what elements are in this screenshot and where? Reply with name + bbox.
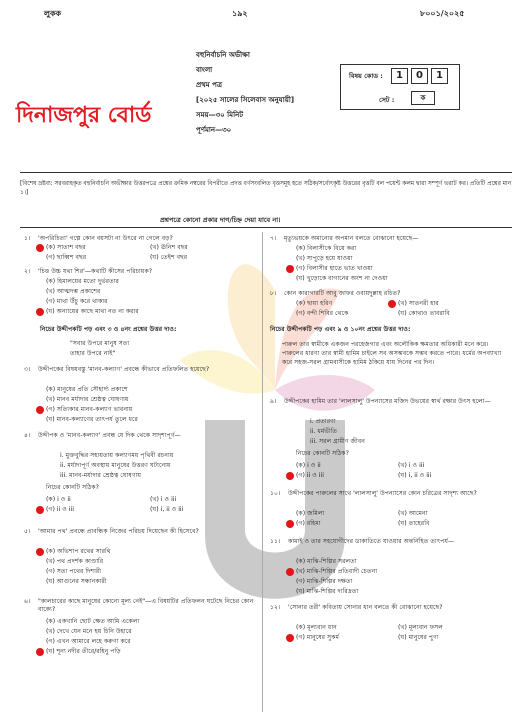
answer-mark xyxy=(36,506,44,514)
question-8: ৮। কোন কারাগারটি আবু জাফর ওবায়দুল্লাহ রচিত? xyxy=(270,290,401,297)
set-value: ক xyxy=(411,91,435,105)
option-d: (ঘ) i, ii ও iii xyxy=(150,506,184,513)
option-d: (ঘ) খুড়োকে বাগানের অংশ না দেওয়া xyxy=(296,275,388,282)
option-a: (ক) মূল্যবান ধান xyxy=(296,624,337,631)
question-9: ৯। উদ্দীপকের হামিম তার 'লালসালু' উপন্যাসের মজিদ উভয়ের স্বার্থ রক্ষার উৎস হলো— xyxy=(270,398,491,405)
option-b: (খ) পথ প্রদর্শক কাণ্ডারি xyxy=(46,558,104,565)
code-digit: 1 xyxy=(431,68,448,84)
question-10: ১০। উদ্দীপকের পারুলের সাথে 'লালসালু' উপন্যাসের কোন চরিত্রের সাদৃশ্য আছে? xyxy=(270,490,477,497)
option-a: (ক) জমিলা xyxy=(296,510,325,517)
statement-iii: iii. সরল গ্রামীণ জীবন xyxy=(310,438,365,445)
option-c: (গ) রহিমা xyxy=(296,520,321,527)
question-1: ১। 'অপরিচিতা' গল্পে কোন বয়সটা না উৎরে না গেলে বড়? xyxy=(24,235,173,242)
option-b: (খ) ঊনিশ বছর xyxy=(150,244,188,251)
statement-ii: ii. মর্যাদাপূর্ণ অবস্থায় মানুষের উত্তরণ ঘটানোয় xyxy=(60,462,171,469)
question-12: ১২। 'সোনার তরী' কবিতায় সোনার ধান বলতে কী বোঝানো হয়েছে? xyxy=(270,604,443,611)
instruction-text: [বিশেষ দ্রষ্টব্য: সরবরাহকৃত বহুনির্বাচনি অভীক্ষার উত্তরপত্রে প্রশ্নের ক্রমিক নম্বরের বিপরীতে প্রদত্ত বর্ণসংবলিত বৃত্তসমূহ হতে সঠিক/সর্বোৎকৃষ্ট উত্তরের বৃত্তটি বল পয়েন্ট কলম দ্বারা সম্পূর্ণ ভরাট কর। প্রতিটি প্রশ্নের মান ১।] xyxy=(20,181,512,196)
option-d: (ঘ) মাঝি-শিল্পির দারিদ্রতা xyxy=(296,588,359,595)
answer-mark xyxy=(286,634,294,642)
option-b: (খ) সাপুড়ে হয়ে যাওয়া xyxy=(296,255,353,262)
option-c: (গ) ii ও iii xyxy=(296,472,324,479)
answer-mark xyxy=(36,244,44,252)
option-b: (খ) সাতনরী হার xyxy=(398,300,439,307)
question-2: ২। 'চিত্ত উচ্চ যথা শির'—কথাটি কীসের পরিচায়ক? xyxy=(24,268,153,275)
option-b: (খ) আমেনা xyxy=(398,510,428,517)
option-a: (ক) একখানি ছোট ক্ষেত আমি একেলা xyxy=(46,618,140,625)
statement-ii: ii. ধর্মভীতি xyxy=(310,428,338,435)
answer-mark xyxy=(286,520,294,528)
answer-mark xyxy=(286,472,294,480)
stimulus-paragraph: পারুল তার স্বামীকে একজন পরহেজগার এবং অলৌকিক ক্ষমতার অধিকারী মনে করে। পারুলের ধারণা তার স্বামী হামিম চাইলে সব অসম্ভবকে সম্ভব করতে পারে। ধর্মের অপব্যাখ্যা করে সহজ-সরল গ্রামবাসীকে হামিম ঠকিয়ে যায় দিনের পর দিন। xyxy=(282,341,502,366)
option-b: (খ) দেখে যেন মনে হয় চিনি উহারে xyxy=(46,628,132,635)
option-c: (গ) এখন আমারে লহে করুণা করে xyxy=(46,638,131,645)
option-c: (গ) বন্দী শিবির থেকে xyxy=(296,310,349,317)
option-a: (ক) মানুষের প্রতি সৌহার্দ্য প্রকাশে xyxy=(46,386,128,393)
question-6: ৬। "কালচারের কাছে মানুষের কোনো মূল্য নেই"—এ বিষয়টির প্রতিফলন ঘটেছে নিচের কোন বাক্যে? xyxy=(24,598,254,613)
option-a: (ক) সাতাশ বছর xyxy=(46,244,86,251)
option-c: (গ) সত্য পথের দিশারী xyxy=(46,568,102,575)
no-mark-notice: প্রশ্নপত্রে কোনো প্রকার দাগ/চিহ্ন দেয়া যাবে না। xyxy=(160,216,281,224)
stimulus-quote: তাহার উপরে নাই" xyxy=(70,350,116,357)
choice-prompt: নিচের কোনটি সঠিক? xyxy=(296,450,349,457)
option-a: (ক) বিলাসীকে বিয়ে করা xyxy=(296,245,357,252)
option-d: (ঘ) কোথাও তাবরাবি xyxy=(398,310,450,317)
option-d: (ঘ) তেইশ বছর xyxy=(150,254,188,261)
question-4: ৪। উদ্দীপক ও 'মানব-কল্যাণ' প্রবন্ধ যে দিক থেকে সাদৃশ্যপূর্ণ— xyxy=(24,432,181,439)
divider xyxy=(20,227,512,228)
exam-time: সময়—৩০ মিনিট xyxy=(196,111,244,119)
board-name: দিনাজপুর বোর্ড xyxy=(16,103,152,128)
set-label: সেট : xyxy=(379,96,395,104)
answer-mark xyxy=(36,548,44,556)
answer-mark xyxy=(36,308,44,316)
option-c: (গ) বিলাসীর হাতে ভাত খাওয়া xyxy=(296,265,373,272)
code-digit: 0 xyxy=(411,68,428,84)
statement-i: i. প্রতারণা xyxy=(310,418,336,425)
stimulus-heading: নিচের উদ্দীপকটি পড় এবং ৩ ও ৪নং প্রশ্নের উত্তর দাও: xyxy=(40,326,177,333)
option-c: (গ) মাথা উঁচু করে থাকার xyxy=(46,298,108,305)
subject-code-label: বিষয় কোড : xyxy=(349,72,383,80)
option-b: (খ) মানব মর্যাদার শ্রেষ্ঠত্ব ঘোষণায় xyxy=(46,396,129,403)
option-c: (গ) ii ও iii xyxy=(46,506,74,513)
option-d: (ঘ) মানব-কল্যাণের তাৎপর্য তুলে ধরে xyxy=(46,416,138,423)
option-a: (ক) হিমালয়ের মতো দুর্ভরতার xyxy=(46,278,119,285)
divider xyxy=(20,172,512,173)
option-a: (ক) i ও ii xyxy=(46,496,71,503)
option-d: (ঘ) শূন্য নদীর তীরে/রহিনু পড়ি xyxy=(46,648,121,655)
subject-code-box xyxy=(340,64,460,110)
question-3: ৩। উদ্দীপকের বিষয়বস্তু 'মানব-কল্যাণ' প্রবন্ধে কীভাবে প্রতিফলিত হয়েছে? xyxy=(24,366,210,373)
stimulus-heading: নিচের উদ্দীপকটি পড় এবং ৯ ও ১০নং প্রশ্নের উত্তর দাও: xyxy=(270,326,411,333)
subject-type: বহুনির্বাচনি অভীক্ষা xyxy=(196,51,250,59)
page-number: ১৯২ xyxy=(232,9,248,18)
option-b: (খ) i ও iii xyxy=(150,496,177,503)
subject-name: বাংলা xyxy=(196,66,213,74)
choice-prompt: নিচের কোনটি সঠিক? xyxy=(46,484,99,491)
question-11: ১১। কামাই ও তার সহযোগীদের ডাকাতিতে যাওয়ার অন্তর্নিহিত তাৎপর্য— xyxy=(270,538,455,545)
option-a: (ক) ছায়া হরিণ xyxy=(296,300,333,307)
option-b: (খ) মূল্যবান ফসল xyxy=(398,624,443,631)
option-a: (ক) অভিশাপ রথের সারথি xyxy=(46,548,111,555)
answer-mark xyxy=(36,406,44,414)
answer-mark xyxy=(286,568,294,576)
option-c: (গ) সত্যিকার মানব-কল্যাণ ভাবনায় xyxy=(46,406,133,413)
option-b: (খ) আত্মদম্ভ প্রকাশের xyxy=(46,288,101,295)
answer-mark xyxy=(388,300,396,308)
question-7: ৭। মৃত্যুভয়কে অমান্যের অপমান বলতে বোঝানো হয়েছে— xyxy=(270,235,419,242)
option-c: (গ) মাঝি-শিল্পির দক্ষতা xyxy=(296,578,353,585)
option-d: (ঘ) i, ii ও iii xyxy=(398,472,432,479)
exam-code: ৮০০১/২০২৫ xyxy=(420,9,465,18)
statement-i: i. মুক্তবুদ্ধির সহায়তায় কল্যাণময় পৃথিবী রচনায় xyxy=(60,452,174,459)
option-d: (ঘ) অন্যায়ের কাছে মাথা নত না করার xyxy=(46,308,139,315)
option-c: (গ) ছাব্বিশ বছর xyxy=(46,254,87,261)
full-marks: পূর্ণমান—৩০ xyxy=(196,126,232,134)
column-divider xyxy=(262,232,263,712)
option-d: (ঘ) মানুষের পুণ্য xyxy=(398,634,439,641)
option-a: (ক) i ও ii xyxy=(296,462,321,469)
option-b: (খ) মাঝি-শিল্পির প্রতিবাদী চেতনা xyxy=(296,568,377,575)
syllabus-note: [২০২৫ সালের সিলেবাস অনুযায়ী] xyxy=(196,96,295,104)
top-bar xyxy=(0,8,526,32)
answer-mark xyxy=(286,265,294,273)
option-d: (ঘ) তাহেরবি xyxy=(398,520,430,527)
question-5: ৫। 'আমার পথ' প্রবন্ধে প্রাবন্ধিক নিজের পরিচয় দিয়েছেন কী হিসেবে? xyxy=(24,528,199,535)
option-a: (ক) মাঝি-শিল্পির সরলতা xyxy=(296,558,357,565)
answer-mark xyxy=(36,648,44,656)
code-digit: 1 xyxy=(391,68,408,84)
option-d: (ঘ) আগুনের সন্ধানকারী xyxy=(46,578,107,585)
paper-name: প্রথম পত্র xyxy=(196,81,222,89)
top-left-text: লুকক xyxy=(44,9,62,18)
statement-iii: iii. মানব-মর্যাদার শ্রেষ্ঠত্ব ঘোষণায় xyxy=(60,472,142,479)
option-c: (গ) মানুষের সুকর্ম xyxy=(296,634,339,641)
stimulus-quote: "সবার উপরে মানুষ সত্য xyxy=(70,340,130,347)
option-b: (খ) i ও iii xyxy=(398,462,425,469)
